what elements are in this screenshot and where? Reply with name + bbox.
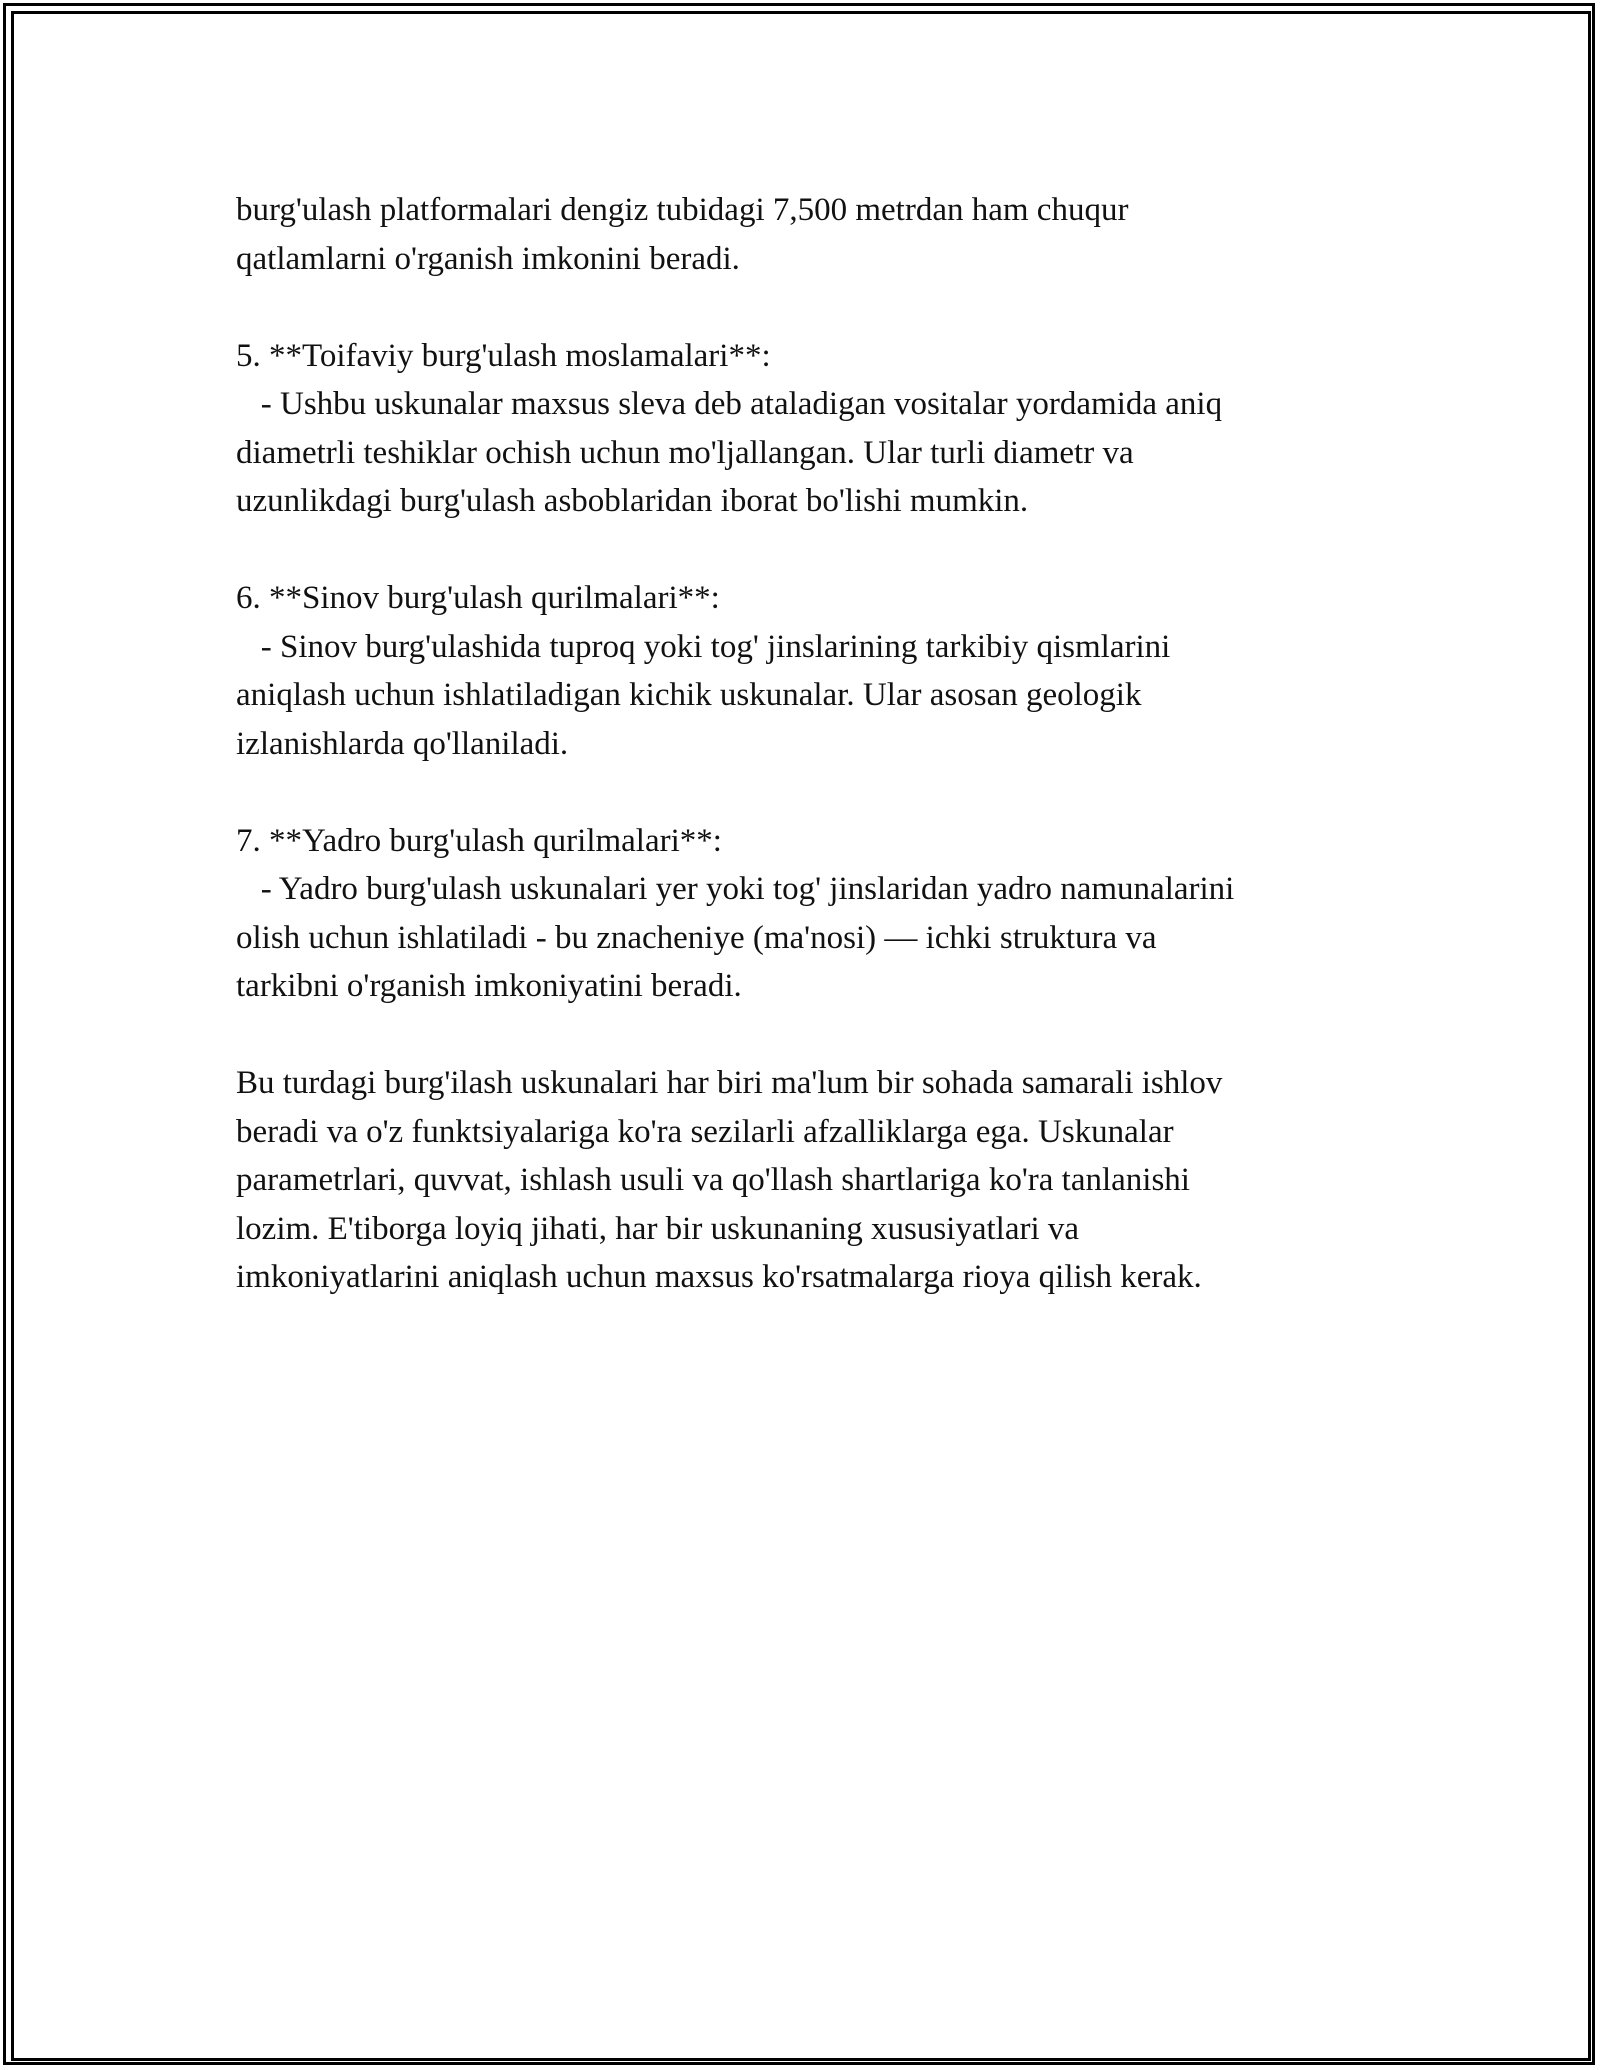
paragraph-gap — [236, 283, 1366, 332]
intro-paragraph: burg'ulash platformalari dengiz tubidagi 7,500 metrdan ham chuqur qatlamlarni o'rganish imkonini beradi. — [236, 192, 1129, 277]
conclusion-paragraph: Bu turdagi burg'ilash uskunalari har biri ma'lum bir sohada samarali ishlov beradi va o'z funktsiyalariga ko'ra sezilarli afzalliklarga ega. Uskunalar parametrlari, quvvat, ishlash usuli va qo'llash shartlariga ko'ra tanlanishi lozim. E'tiborga loyiq jihati, har bir uskunaning xususiyatlari va imkoniyatlarini aniqlash uchun maxsus ko'rsatmalarga rioya qilish kerak. — [236, 1065, 1223, 1295]
section-5-body: - Ushbu uskunalar maxsus sleva deb ataladigan vositalar yordamida aniq diametrli teshiklar ochish uchun mo'ljallangan. Ular turli diametr va uzunlikdagi burg'ulash asboblaridan iborat bo'lishi mumkin. — [236, 386, 1223, 519]
paragraph-gap — [236, 1011, 1366, 1060]
section-6-heading: 6. **Sinov burg'ulash qurilmalari**: — [236, 580, 720, 616]
section-7-heading: 7. **Yadro burg'ulash qurilmalari**: — [236, 822, 722, 859]
section-7-body: - Yadro burg'ulash uskunalari yer yoki tog' jinslaridan yadro namunalarini olish uchun ishlatiladi - bu znacheniye (ma'nosi) — ichki struktura va tarkibni o'rganish imkoniyatini beradi. — [236, 871, 1235, 1004]
section-6-body: - Sinov burg'ulashida tuproq yoki tog' jinslarining tarkibiy qismlarini aniqlash uchun ishlatiladigan kichik uskunalar. Ular asosan geologik izlanishlarda qo'llaniladi. — [236, 628, 1171, 762]
paragraph-gap — [236, 526, 1366, 575]
document-body — [236, 186, 1366, 1302]
paragraph-gap — [236, 768, 1366, 817]
section-5-heading: 5. **Toifaviy burg'ulash moslamalari**: — [236, 337, 771, 374]
